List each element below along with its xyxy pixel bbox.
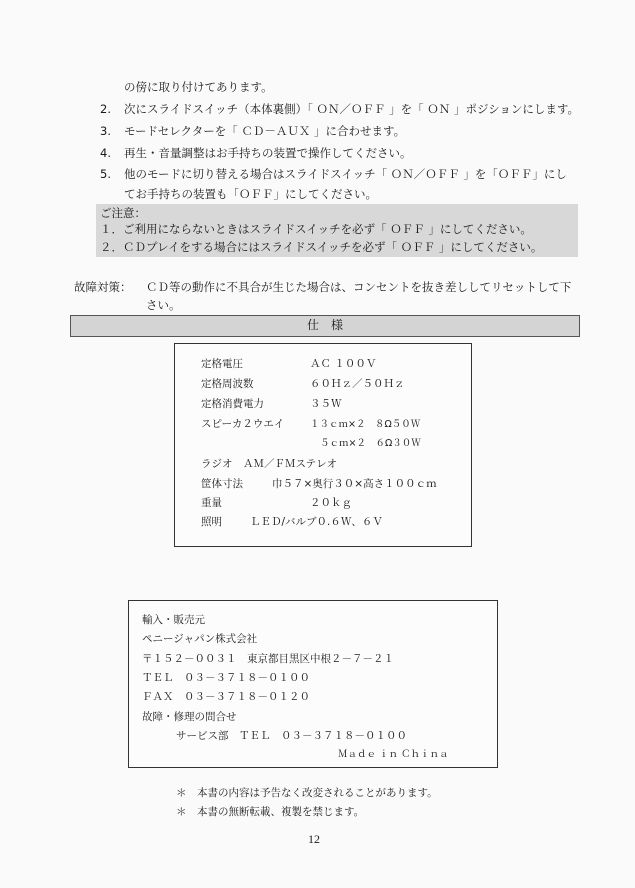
importer-tel: ＴＥＬ ０３－３７１８－０１００ bbox=[142, 672, 310, 684]
repair-title: 故障・修理の問合せ bbox=[142, 711, 237, 723]
importer-address: 〒１５２－００３１ 東京都目黒区中根２－７－２１ bbox=[142, 653, 394, 665]
spec-label: 定格消費電力 bbox=[201, 398, 264, 410]
spec-value: ６０Ｈｚ／５０Ｈｚ bbox=[310, 378, 405, 390]
service-tel: サービス部 ＴＥＬ ０３－３７１８－０１００ bbox=[176, 730, 407, 742]
spec-value: ２０ｋｇ bbox=[310, 497, 352, 509]
spec-label: 筐体寸法 bbox=[201, 478, 243, 490]
importer-company: ペニージャパン株式会社 bbox=[142, 633, 258, 645]
spec-label: スピーカ２ウエイ bbox=[201, 418, 285, 430]
caution-line: ２．ＣＤプレイをする場合にはスライドスイッチを必ず「 ＯＦＦ 」にしてください。 bbox=[100, 240, 543, 254]
step-text: 再生・音量調整はお手持ちの装置で操作してください。 bbox=[124, 146, 412, 160]
page-number: 12 bbox=[308, 832, 320, 846]
caution-line: １．ご利用にならないときはスライドスイッチを必ず「 ＯＦＦ 」にしてください。 bbox=[100, 222, 532, 236]
spec-speaker2: ５ｃｍ×２ ６Ω３０Ｗ bbox=[320, 438, 421, 449]
importer-role: 輸入・販売元 bbox=[142, 614, 205, 626]
caution-title: ご注意： bbox=[100, 206, 146, 220]
spec-heading: 仕 様 bbox=[306, 318, 343, 332]
spec-label: 定格周波数 bbox=[201, 378, 254, 390]
step-number: 3. bbox=[100, 124, 111, 138]
importer-fax: ＦＡＸ ０３－３７１８－０１２０ bbox=[142, 691, 310, 703]
spec-value: ＡＣ １００Ｖ bbox=[310, 358, 377, 370]
spec-value: ３５Ｗ bbox=[310, 398, 342, 410]
step-text: モードセレクターを「 ＣＤ－ＡＵＸ 」に合わせます。 bbox=[124, 124, 406, 138]
step-number: 5. bbox=[100, 167, 111, 181]
spec-value: １３ｃｍ×２ ８Ω５０Ｗ bbox=[310, 419, 421, 430]
spec-value: ＬＥＤ/バルブ０.６Ｗ、６Ｖ bbox=[250, 516, 383, 528]
step5-continuation: てお手持ちの装置も「ＯＦＦ」にしてください。 bbox=[124, 187, 377, 201]
spec-radio: ラジオ ＡＭ／ＦＭステレオ bbox=[201, 458, 338, 470]
step-text: 次にスライドスイッチ（本体裏側）「 ＯＮ／ＯＦＦ 」を「 ＯＮ 」ポジションにします。 bbox=[124, 102, 580, 116]
step-number: 2. bbox=[100, 102, 111, 116]
footnote: ＊ 本書の無断転載、複製を禁じます。 bbox=[176, 806, 365, 818]
spec-label: 重量 bbox=[201, 497, 222, 509]
footnote: ＊ 本書の内容は予告なく改変されることがあります。 bbox=[176, 787, 438, 799]
spec-label: 定格電圧 bbox=[201, 358, 243, 370]
made-in: Ｍａｄｅ ｉｎ Ｃｈｉｎａ bbox=[338, 749, 449, 760]
trouble-text-cont: さい。 bbox=[146, 298, 181, 312]
trouble-text: ＣＤ等の動作に不具合が生じた場合は、コンセントを抜き差ししてリセットして下 bbox=[146, 280, 572, 294]
step-text: 他のモードに切り替える場合はスライドスイッチ「 ＯＮ／ＯＦＦ 」を「ＯＦＦ」にし bbox=[124, 167, 567, 181]
trouble-label: 故障対策： bbox=[74, 280, 132, 294]
step-number: 4. bbox=[100, 146, 111, 160]
step1-continuation: の傍に取り付けてあります。 bbox=[124, 80, 273, 94]
spec-value: 巾５７×奥行３０×高さ１００ｃｍ bbox=[272, 478, 437, 490]
spec-label: 照明 bbox=[201, 516, 222, 528]
